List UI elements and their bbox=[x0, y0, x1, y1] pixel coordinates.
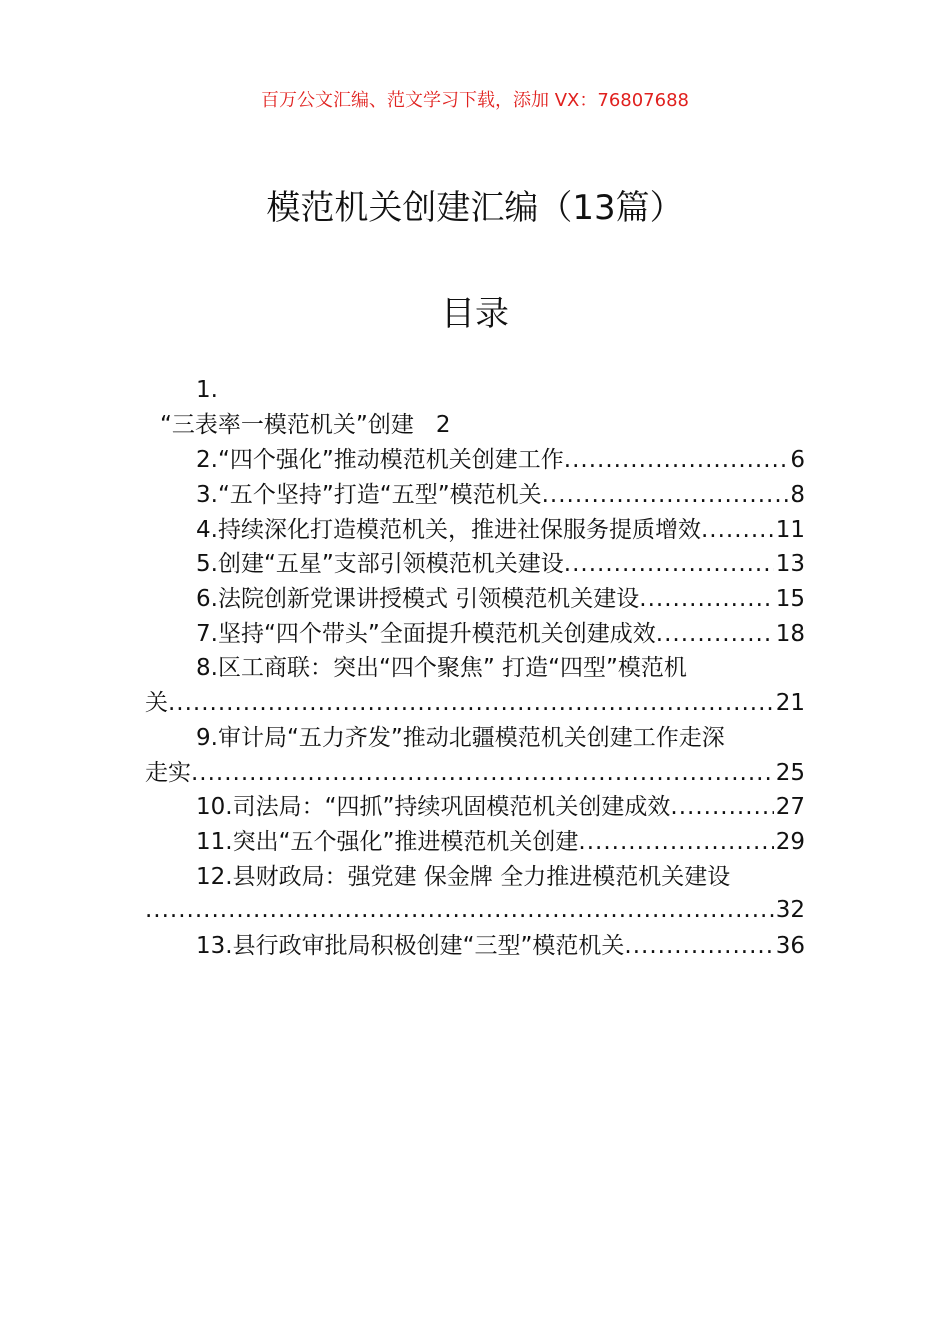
entry-text: 7.坚持“四个带头”全面提升模范机关创建成效 bbox=[196, 621, 656, 647]
entry-text: 12.县财政局：强党建 保金牌 全力推进模范机关建设 bbox=[196, 864, 731, 890]
entry-text: 6.法院创新党课讲授模式 引领模范机关建设 bbox=[196, 586, 640, 612]
entry-page: 21 bbox=[775, 690, 805, 716]
dot-leader bbox=[191, 758, 774, 788]
entry-page: 2 bbox=[435, 412, 451, 438]
toc-entry-1-cont[interactable] bbox=[160, 410, 805, 440]
entry-text: “三表率一模范机关”创建 bbox=[160, 412, 414, 438]
watermark-header: 百万公文汇编、范文学习下载，添加 VX：76807688 bbox=[261, 90, 689, 111]
toc-entry-11[interactable] bbox=[196, 827, 805, 857]
entry-page: 36 bbox=[775, 933, 805, 959]
entry-page: 18 bbox=[775, 621, 805, 647]
toc-entry-8[interactable] bbox=[196, 653, 805, 683]
entry-text: 4.持续深化打造模范机关，推进社保服务提质增效 bbox=[196, 517, 701, 543]
dot-leader bbox=[564, 549, 774, 579]
entry-page: 15 bbox=[775, 586, 805, 612]
entry-text: 5.创建“五星”支部引领模范机关建设 bbox=[196, 551, 564, 577]
toc-entry-4[interactable] bbox=[196, 515, 805, 545]
toc-entry-12[interactable] bbox=[196, 862, 805, 892]
dot-leader bbox=[701, 515, 774, 545]
toc-entry-9-cont[interactable] bbox=[145, 758, 805, 788]
dot-leader bbox=[624, 931, 773, 961]
entry-text: 3.“五个坚持”打造“五型”模范机关 bbox=[196, 482, 542, 508]
dot-leader bbox=[168, 688, 774, 718]
entry-text: 13.县行政审批局积极创建“三型”模范机关 bbox=[196, 933, 625, 959]
toc-entry-9[interactable] bbox=[196, 723, 805, 753]
entry-text: 10.司法局：“四抓”持续巩固模范机关创建成效 bbox=[196, 794, 671, 820]
entry-page: 8 bbox=[790, 482, 805, 508]
entry-text: 2.“四个强化”推动模范机关创建工作 bbox=[196, 447, 564, 473]
entry-page: 13 bbox=[775, 551, 805, 577]
entry-page: 27 bbox=[775, 794, 805, 820]
toc-entry-7[interactable] bbox=[196, 619, 805, 649]
entry-page: 29 bbox=[775, 829, 805, 855]
dot-leader bbox=[670, 792, 773, 822]
entry-text: 8.区工商联：突出“四个聚焦” 打造“四型”模范机 bbox=[196, 655, 687, 681]
entry-page: 25 bbox=[775, 760, 805, 786]
toc-entry-3[interactable] bbox=[196, 480, 805, 510]
toc-entry-1[interactable] bbox=[196, 375, 805, 405]
toc-entry-10[interactable] bbox=[196, 792, 805, 822]
dot-leader bbox=[564, 445, 789, 475]
dot-leader bbox=[542, 480, 789, 510]
toc-entry-6[interactable] bbox=[196, 584, 805, 614]
entry-text: 关 bbox=[145, 690, 168, 716]
entry-page: 6 bbox=[790, 447, 805, 473]
entry-text: 11.突出“五个强化”推进模范机关创建 bbox=[196, 829, 579, 855]
entry-number: 1. bbox=[196, 377, 218, 403]
dot-leader bbox=[145, 895, 774, 925]
document-title: 模范机关创建汇编（13篇） bbox=[266, 188, 684, 228]
toc-entry-8-cont[interactable] bbox=[145, 688, 805, 718]
toc-heading: 目录 bbox=[441, 294, 509, 334]
toc-entry-2[interactable] bbox=[196, 445, 805, 475]
toc-entry-13[interactable] bbox=[196, 931, 805, 961]
entry-page: 32 bbox=[775, 897, 805, 923]
toc-entry-12-cont[interactable] bbox=[145, 895, 805, 925]
entry-text: 走实 bbox=[145, 760, 191, 786]
dot-leader bbox=[639, 584, 773, 614]
entry-page: 11 bbox=[775, 517, 805, 543]
dot-leader bbox=[578, 827, 773, 857]
dot-leader bbox=[656, 619, 774, 649]
toc-entry-5[interactable] bbox=[196, 549, 805, 579]
entry-text: 9.审计局“五力齐发”推动北疆模范机关创建工作走深 bbox=[196, 725, 725, 751]
